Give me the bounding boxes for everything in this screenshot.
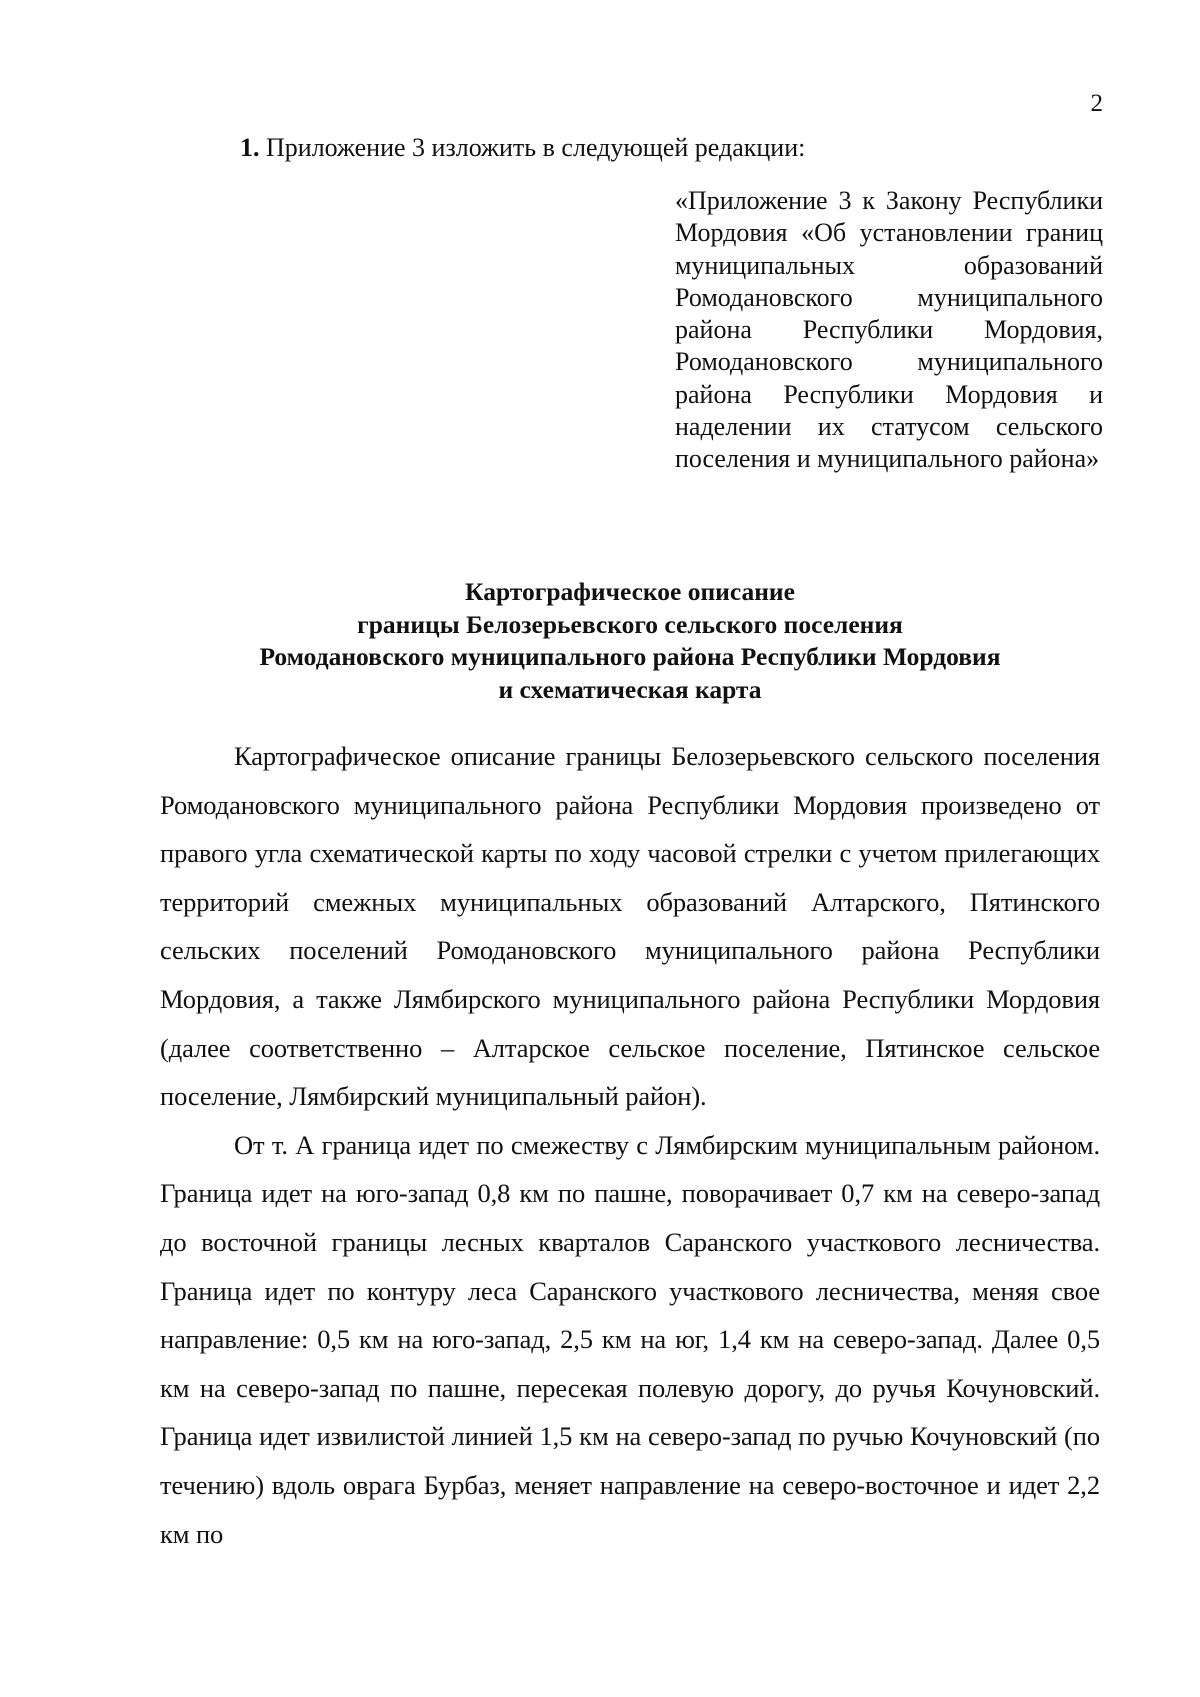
page-number: 2 [1090,90,1103,117]
appendix-reference: «Приложение 3 к Закону Республики Мордовия «Об установлении границ муниципальных образований Ромодановского муниципального района Республики Мордовия, Ромодановского муниципального района Республики Мордовия и наделении их статусом сельского поселения и муниципального района» [675,186,1103,474]
heading-line-4: и схематическая карта [498,674,762,704]
heading-line-1: Картографическое описание [465,577,795,606]
amendment-number: 1. [240,133,260,162]
paragraph-intro: Картографическое описание границы Белозерьевского сельского поселения Ромодановского муниципального района Республики Мордовия произведено от правого угла схематической карты по ходу часовой стрелки с учетом прилегающих территорий смежных муниципальных образований Алтарского, Пятинского сельских поселений Ромодановского муниципального района Республики Мордовия, а также Лямбирского муниципального района Республики Мордовия (далее соответственно – Алтарское сельское поселение, Пятинское сельское поселение, Лямбирский муниципальный район). [160,741,1100,1112]
heading-line-2: границы Белозерьевского сельского поселения [357,609,903,639]
amendment-line [240,133,805,163]
heading-line-3: Ромодановского муниципального района Республики Мордовия [259,642,1001,671]
paragraph-boundary-description: От т. А граница идет по смежеству с Лямбирским муниципальным районом. Граница идет на юго-запад 0,8 км по пашне, поворачивает 0,7 км на северо-запад до восточной границы лесных кварталов Саранского участкового лесничества. Граница идет по контуру леса Саранского участкового лесничества, меняя свое направление: 0,5 км на юго-запад, 2,5 км на юг, 1,4 км на северо-запад. Далее 0,5 км на северо-запад по пашне, пересекая полевую дорогу, до ручья Кочуновский. Граница идет извилистой линией 1,5 км на северо-запад по ручью Кочуновский (по течению) вдоль оврага Бурбаз, меняет направление на северо-восточное и идет 2,2 км по [160,1129,1100,1549]
document-heading [150,576,1110,706]
body-text [160,732,1100,1558]
amendment-text: Приложение 3 изложить в следующей редакции: [266,133,806,162]
